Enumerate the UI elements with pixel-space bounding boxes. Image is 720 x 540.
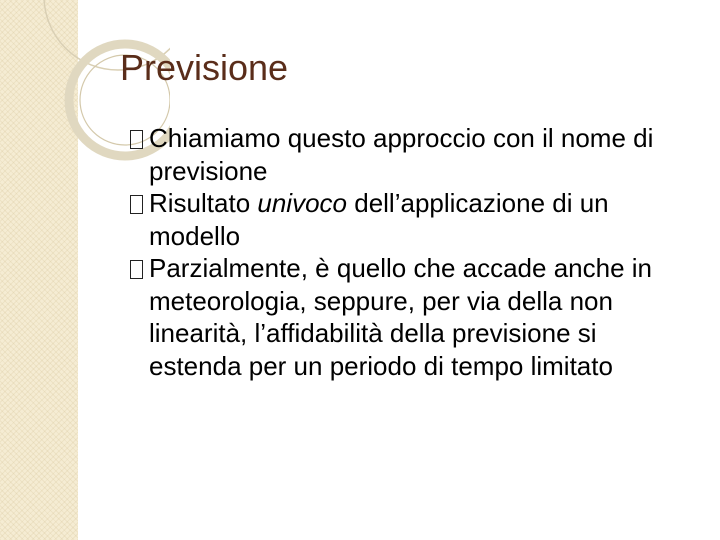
bullet-item [130,122,690,187]
bullet-list [130,122,690,382]
slide-title: Previsione [120,47,289,88]
bullet-text: Parzialmente, è quello che accade anche in meteorologia, seppure, per via della non linearità, l’affidabilità della previsione si estenda per un periodo di tempo limitato [149,253,652,381]
bullet-text: Risultato [149,188,258,218]
bullet-item [130,252,690,382]
bullet-item [130,187,690,252]
bullet-text-emphasis: univoco [257,188,348,218]
bullet-marker-icon [130,130,143,149]
bullet-text: dell’applicazione di un modello [149,188,609,251]
bullet-marker-icon [130,260,143,279]
bullet-marker-icon [130,195,143,214]
bullet-text: Chiamiamo questo approccio con il nome di previsione [149,123,654,186]
